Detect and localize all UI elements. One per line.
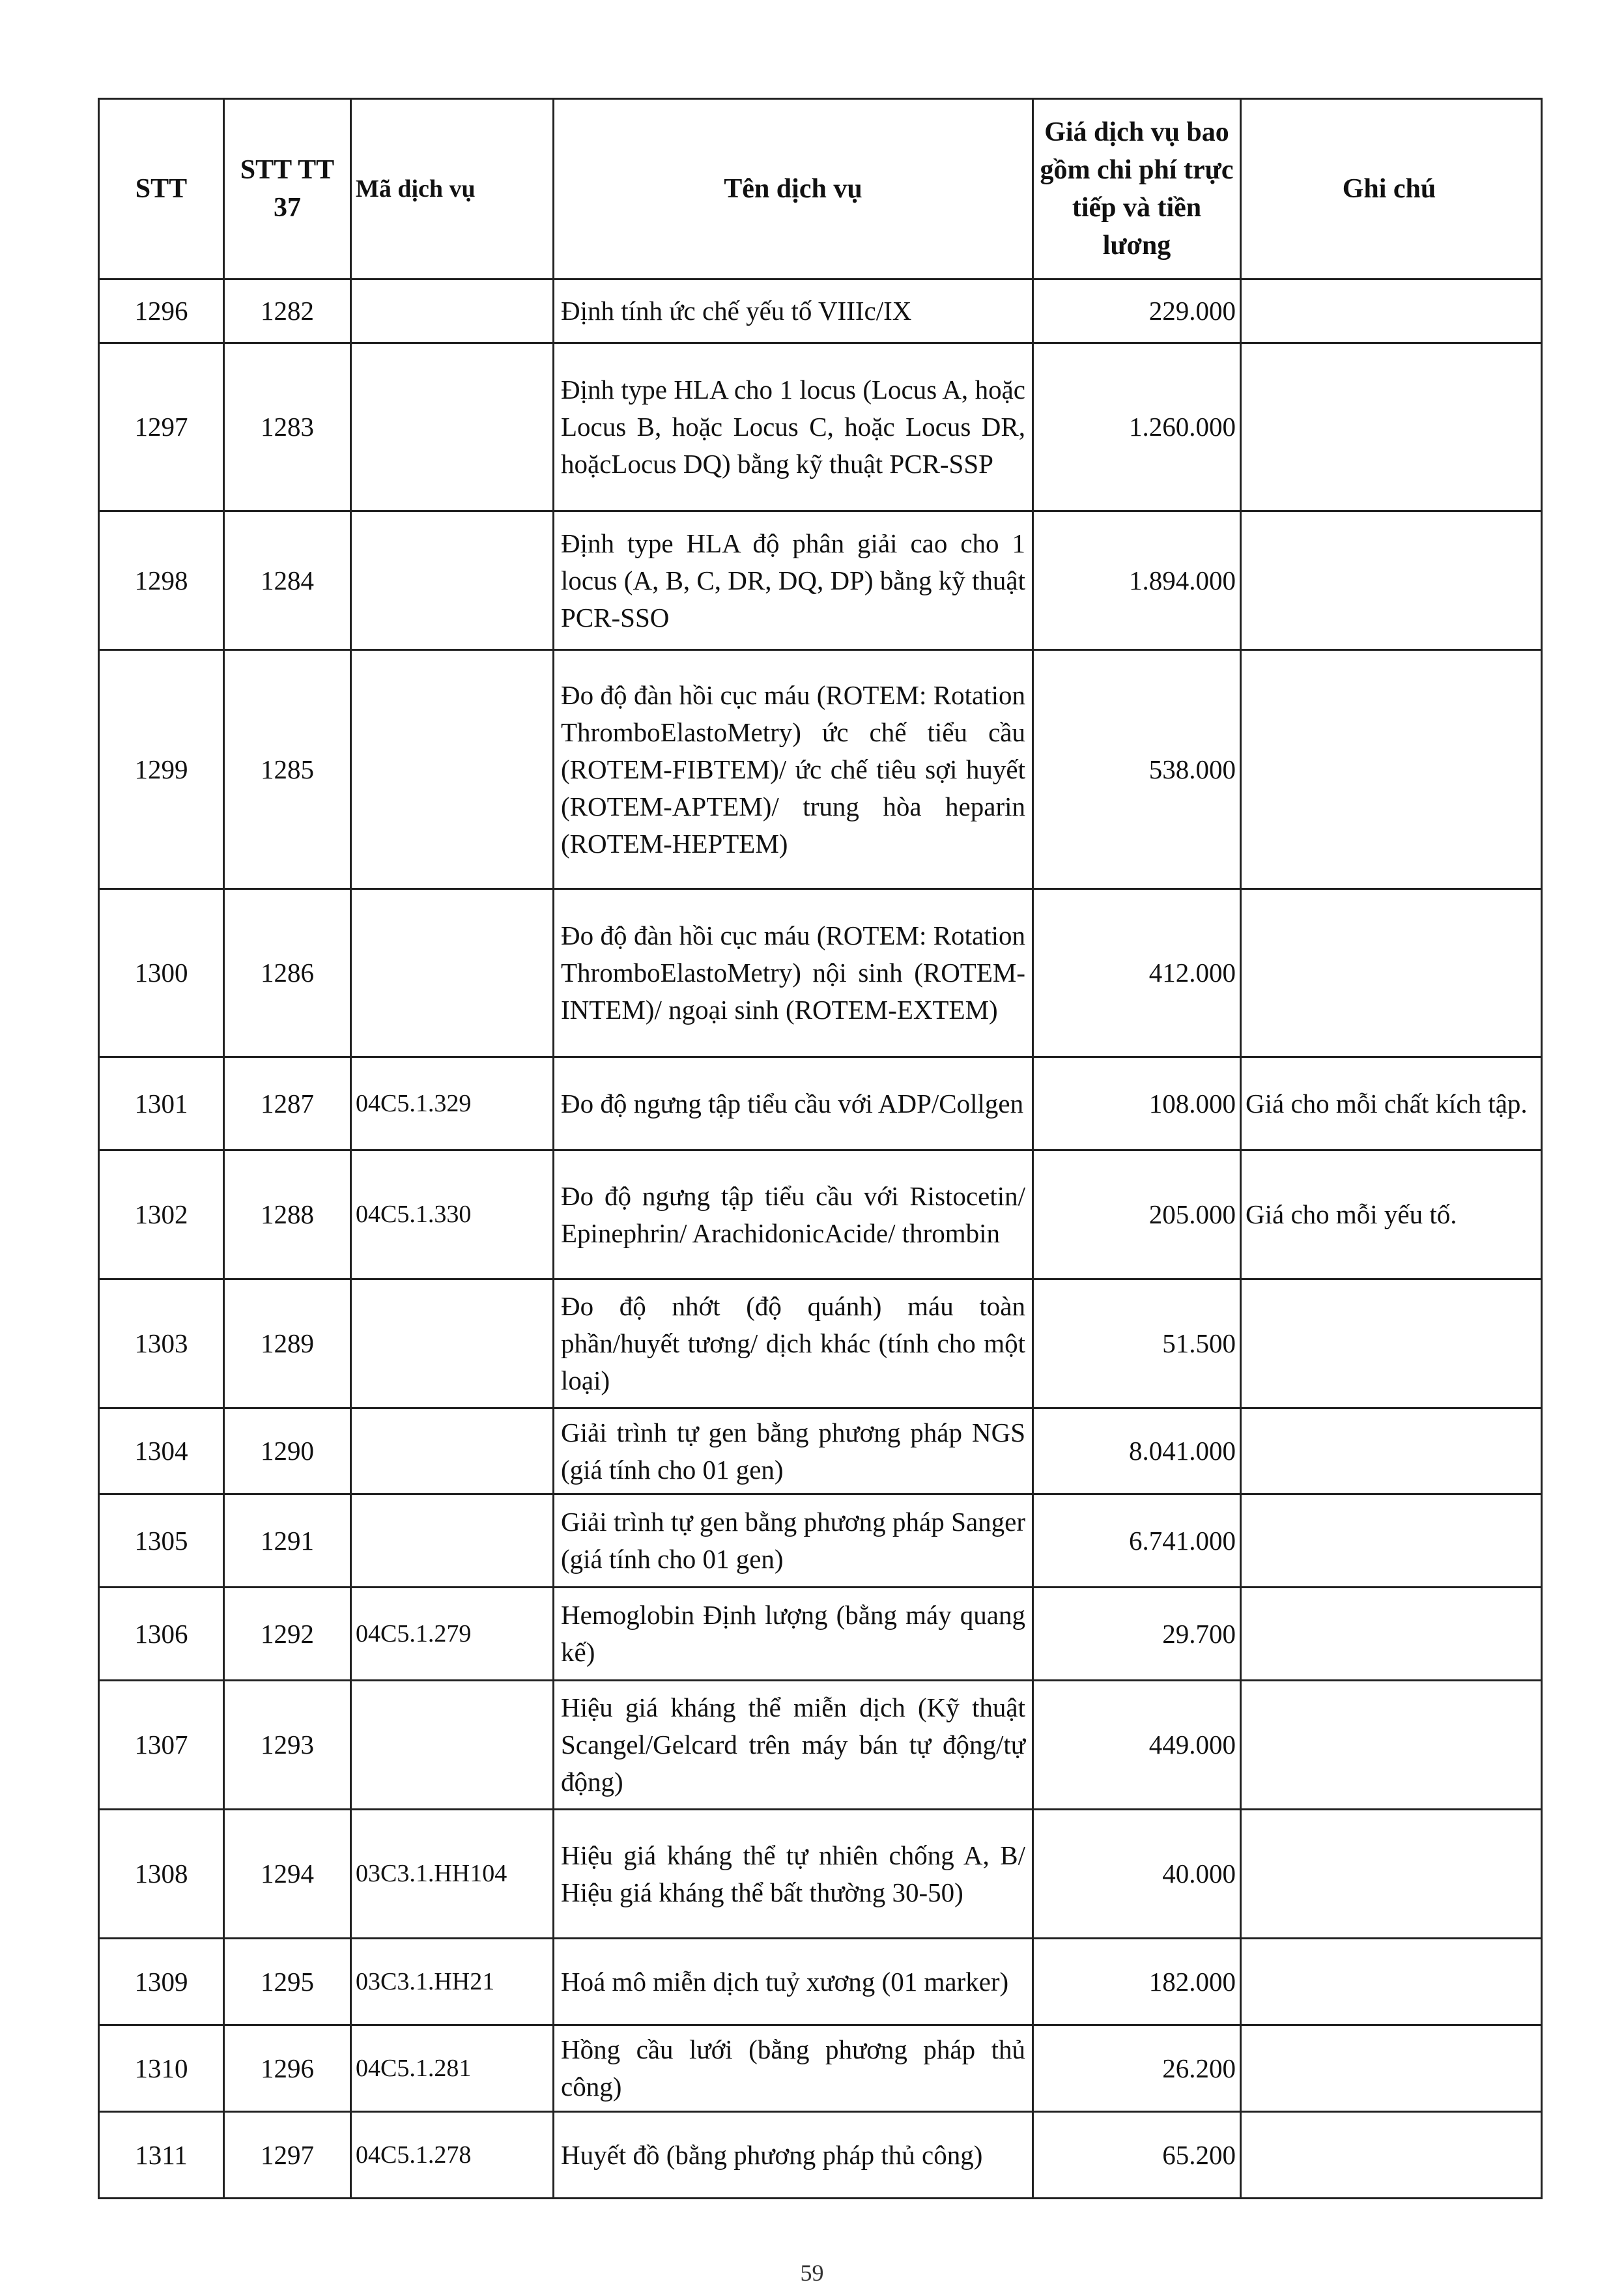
table-row [99, 2025, 1542, 2112]
header-service-name: Tên dịch vụ [554, 99, 1033, 279]
row-service-code: 04C5.1.281 [351, 2025, 554, 2112]
table-row [99, 279, 1542, 343]
row-service-name: Đo độ ngưng tập tiểu cầu với Ristocetin/ Epinephrin/ ArachidonicAcide/ thrombin [554, 1150, 1033, 1279]
row-note [1241, 650, 1542, 889]
table-row [99, 1681, 1542, 1810]
header-service-code: Mã dịch vụ [351, 99, 554, 279]
row-service-name: Đo độ đàn hồi cục máu (ROTEM: Rotation ThromboElastoMetry) ức chế tiểu cầu (ROTEM-FIBTEM)/ ức chế tiêu sợi huyết (ROTEM-APTEM)/ trung hòa heparin (ROTEM-HEPTEM) [554, 650, 1033, 889]
row-stt-tt37: 1289 [224, 1279, 351, 1408]
row-stt: 1307 [99, 1681, 224, 1810]
row-price: 182.000 [1033, 1939, 1241, 2025]
row-price: 6.741.000 [1033, 1494, 1241, 1588]
row-service-code [351, 889, 554, 1057]
table-row [99, 650, 1542, 889]
row-stt-tt37: 1291 [224, 1494, 351, 1588]
row-price: 8.041.000 [1033, 1408, 1241, 1494]
row-stt: 1311 [99, 2112, 224, 2199]
row-stt-tt37: 1285 [224, 650, 351, 889]
row-price: 26.200 [1033, 2025, 1241, 2112]
row-service-code: 04C5.1.329 [351, 1057, 554, 1150]
row-service-name: Hoá mô miễn dịch tuỷ xương (01 marker) [554, 1939, 1033, 2025]
row-price: 108.000 [1033, 1057, 1241, 1150]
row-note [1241, 1681, 1542, 1810]
row-stt-tt37: 1296 [224, 2025, 351, 2112]
table-body [99, 279, 1542, 2199]
row-stt: 1297 [99, 343, 224, 511]
header-stt: STT [99, 99, 224, 279]
row-price: 51.500 [1033, 1279, 1241, 1408]
row-service-code: 04C5.1.330 [351, 1150, 554, 1279]
row-price: 1.894.000 [1033, 511, 1241, 650]
table-row [99, 1494, 1542, 1588]
row-service-code: 03C3.1.HH104 [351, 1810, 554, 1939]
row-service-code [351, 650, 554, 889]
row-stt: 1306 [99, 1588, 224, 1681]
row-stt: 1305 [99, 1494, 224, 1588]
row-stt: 1310 [99, 2025, 224, 2112]
row-stt-tt37: 1297 [224, 2112, 351, 2199]
row-note [1241, 1588, 1542, 1681]
row-stt-tt37: 1284 [224, 511, 351, 650]
table-row [99, 1588, 1542, 1681]
row-price: 65.200 [1033, 2112, 1241, 2199]
row-price: 29.700 [1033, 1588, 1241, 1681]
row-note [1241, 2112, 1542, 2199]
service-price-table [98, 98, 1543, 2199]
row-service-name: Đo độ nhớt (độ quánh) máu toàn phần/huyết tương/ dịch khác (tính cho một loại) [554, 1279, 1033, 1408]
row-note [1241, 889, 1542, 1057]
row-service-name: Đo độ ngưng tập tiểu cầu với ADP/Collgen [554, 1057, 1033, 1150]
table-row [99, 1279, 1542, 1408]
row-note [1241, 1279, 1542, 1408]
row-stt: 1308 [99, 1810, 224, 1939]
row-service-code [351, 1408, 554, 1494]
row-stt-tt37: 1294 [224, 1810, 351, 1939]
row-note [1241, 279, 1542, 343]
row-stt: 1304 [99, 1408, 224, 1494]
row-price: 1.260.000 [1033, 343, 1241, 511]
row-stt: 1303 [99, 1279, 224, 1408]
row-price: 40.000 [1033, 1810, 1241, 1939]
row-stt: 1302 [99, 1150, 224, 1279]
row-stt-tt37: 1283 [224, 343, 351, 511]
row-service-code [351, 511, 554, 650]
header-price: Giá dịch vụ bao gồm chi phí trực tiếp và tiền lương [1033, 99, 1241, 279]
row-stt: 1309 [99, 1939, 224, 2025]
row-service-name: Đo độ đàn hồi cục máu (ROTEM: Rotation ThromboElastoMetry) nội sinh (ROTEM-INTEM)/ ngoại sinh (ROTEM-EXTEM) [554, 889, 1033, 1057]
row-service-name: Hiệu giá kháng thể miễn dịch (Kỹ thuật Scangel/Gelcard trên máy bán tự động/tự động) [554, 1681, 1033, 1810]
row-stt-tt37: 1288 [224, 1150, 351, 1279]
page-number: 59 [800, 2260, 824, 2286]
row-service-code [351, 1681, 554, 1810]
row-service-name: Định type HLA độ phân giải cao cho 1 locus (A, B, C, DR, DQ, DP) bằng kỹ thuật PCR-SSO [554, 511, 1033, 650]
row-price: 412.000 [1033, 889, 1241, 1057]
row-note [1241, 1408, 1542, 1494]
row-service-name: Hồng cầu lưới (bằng phương pháp thủ công) [554, 2025, 1033, 2112]
row-stt-tt37: 1282 [224, 279, 351, 343]
row-note: Giá cho mỗi yếu tố. [1241, 1150, 1542, 1279]
row-stt-tt37: 1287 [224, 1057, 351, 1150]
row-service-code [351, 279, 554, 343]
row-stt-tt37: 1293 [224, 1681, 351, 1810]
row-service-name: Giải trình tự gen bằng phương pháp Sanger (giá tính cho 01 gen) [554, 1494, 1033, 1588]
row-note: Giá cho mỗi chất kích tập. [1241, 1057, 1542, 1150]
row-note [1241, 1494, 1542, 1588]
header-note: Ghi chú [1241, 99, 1542, 279]
row-service-code: 03C3.1.HH21 [351, 1939, 554, 2025]
row-note [1241, 1939, 1542, 2025]
price-table-container [98, 98, 1543, 2199]
header-stt-tt37: STT TT 37 [224, 99, 351, 279]
row-service-name: Hiệu giá kháng thể tự nhiên chống A, B/ Hiệu giá kháng thể bất thường 30-50) [554, 1810, 1033, 1939]
table-row [99, 1408, 1542, 1494]
row-service-code: 04C5.1.278 [351, 2112, 554, 2199]
table-header-row [99, 99, 1542, 279]
row-stt: 1301 [99, 1057, 224, 1150]
row-service-name: Huyết đồ (bằng phương pháp thủ công) [554, 2112, 1033, 2199]
row-stt: 1296 [99, 279, 224, 343]
row-price: 229.000 [1033, 279, 1241, 343]
table-row [99, 1057, 1542, 1150]
row-stt: 1298 [99, 511, 224, 650]
table-row [99, 1939, 1542, 2025]
table-row [99, 1150, 1542, 1279]
row-price: 449.000 [1033, 1681, 1241, 1810]
row-service-code: 04C5.1.279 [351, 1588, 554, 1681]
table-row [99, 2112, 1542, 2199]
row-note [1241, 343, 1542, 511]
row-service-name: Giải trình tự gen bằng phương pháp NGS (giá tính cho 01 gen) [554, 1408, 1033, 1494]
row-note [1241, 511, 1542, 650]
row-service-name: Định tính ức chế yếu tố VIIIc/IX [554, 279, 1033, 343]
row-price: 205.000 [1033, 1150, 1241, 1279]
table-row [99, 343, 1542, 511]
table-row [99, 511, 1542, 650]
row-service-code [351, 1279, 554, 1408]
table-row [99, 889, 1542, 1057]
row-stt-tt37: 1295 [224, 1939, 351, 2025]
row-service-name: Định type HLA cho 1 locus (Locus A, hoặc Locus B, hoặc Locus C, hoặc Locus DR, hoặcLocus DQ) bằng kỹ thuật PCR-SSP [554, 343, 1033, 511]
row-stt-tt37: 1286 [224, 889, 351, 1057]
row-price: 538.000 [1033, 650, 1241, 889]
row-note [1241, 1810, 1542, 1939]
row-stt: 1300 [99, 889, 224, 1057]
row-stt-tt37: 1292 [224, 1588, 351, 1681]
row-stt-tt37: 1290 [224, 1408, 351, 1494]
row-service-code [351, 343, 554, 511]
table-row [99, 1810, 1542, 1939]
row-service-code [351, 1494, 554, 1588]
row-note [1241, 2025, 1542, 2112]
row-stt: 1299 [99, 650, 224, 889]
row-service-name: Hemoglobin Định lượng (bằng máy quang kế) [554, 1588, 1033, 1681]
